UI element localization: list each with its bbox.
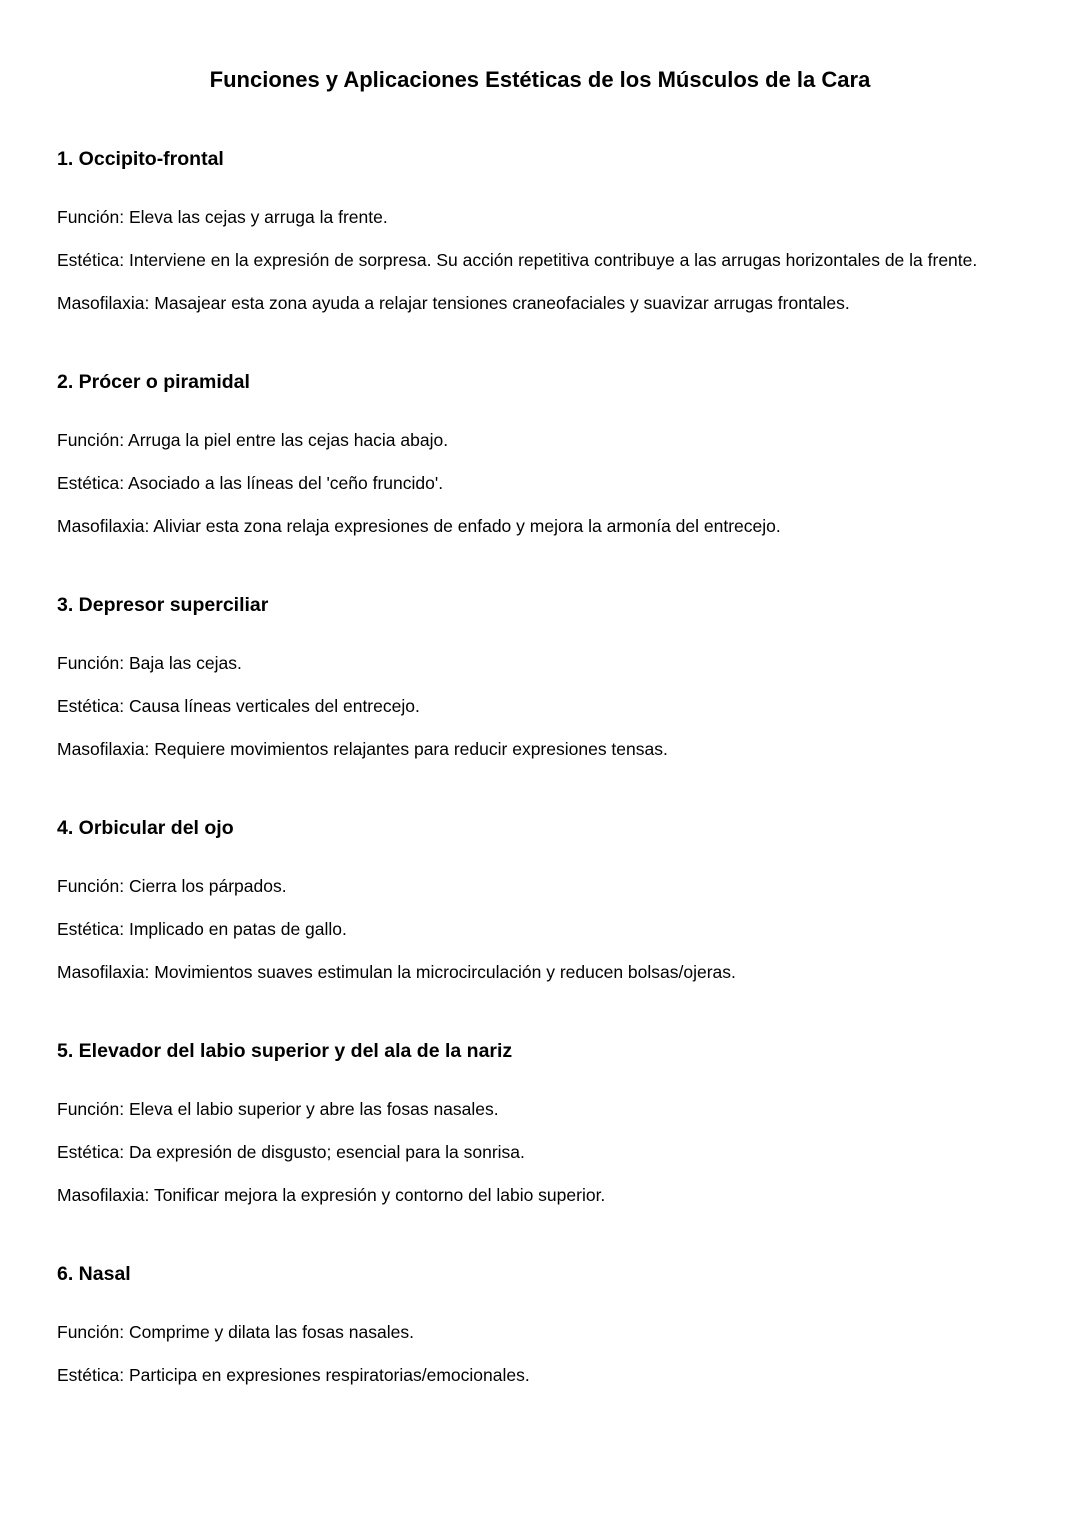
section-paragraph: Función: Comprime y dilata las fosas nasales. [57,1322,414,1342]
section-heading: 2. Prócer o piramidal [57,371,250,393]
section-paragraph: Función: Baja las cejas. [57,653,242,673]
muscle-section [57,146,1023,325]
section-paragraph: Masofilaxia: Requiere movimientos relajantes para reducir expresiones tensas. [57,739,668,759]
section-paragraph: Función: Cierra los párpados. [57,876,287,896]
section-paragraph: Estética: Asociado a las líneas del 'ceño fruncido'. [57,473,444,493]
section-paragraph: Masofilaxia: Tonificar mejora la expresión y contorno del labio superior. [57,1185,606,1205]
muscle-section [57,369,1023,548]
section-heading: 4. Orbicular del ojo [57,817,234,839]
section-paragraph: Función: Arruga la piel entre las cejas hacia abajo. [57,430,449,450]
section-paragraph: Estética: Da expresión de disgusto; esencial para la sonrisa. [57,1142,525,1162]
section-paragraph: Estética: Participa en expresiones respiratorias/emocionales. [57,1365,530,1385]
section-paragraph: Estética: Causa líneas verticales del entrecejo. [57,696,420,716]
section-heading: 1. Occipito-frontal [57,148,224,170]
section-paragraph: Estética: Interviene en la expresión de sorpresa. Su acción repetitiva contribuye a las arrugas horizontales de la frente. [57,250,978,270]
section-paragraph: Función: Eleva el labio superior y abre las fosas nasales. [57,1099,499,1119]
sections-container [57,146,1023,1397]
muscle-section [57,815,1023,994]
muscle-section [57,592,1023,771]
section-paragraph: Función: Eleva las cejas y arruga la frente. [57,207,388,227]
section-heading: 3. Depresor superciliar [57,594,269,616]
section-heading: 6. Nasal [57,1263,131,1285]
section-paragraph: Masofilaxia: Masajear esta zona ayuda a relajar tensiones craneofaciales y suavizar arrugas frontales. [57,293,850,313]
document-title: Funciones y Aplicaciones Estéticas de los Músculos de la Cara [209,67,871,92]
section-paragraph: Masofilaxia: Movimientos suaves estimulan la microcirculación y reducen bolsas/ojeras. [57,962,736,982]
section-paragraph: Masofilaxia: Aliviar esta zona relaja expresiones de enfado y mejora la armonía del entrecejo. [57,516,781,536]
muscle-section [57,1261,1023,1397]
section-paragraph: Estética: Implicado en patas de gallo. [57,919,347,939]
muscle-section [57,1038,1023,1217]
section-heading: 5. Elevador del labio superior y del ala de la nariz [57,1040,513,1062]
